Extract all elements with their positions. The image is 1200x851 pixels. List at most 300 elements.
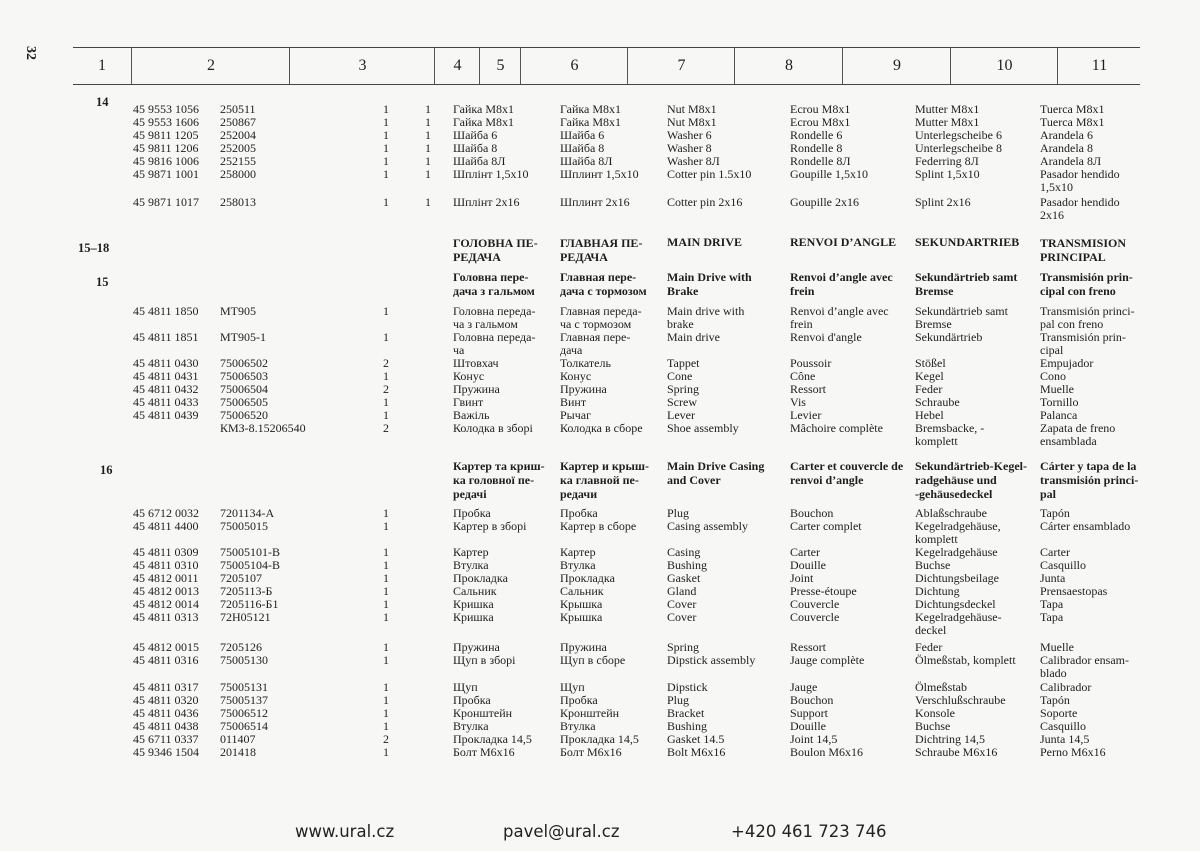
name-ukrainian-line: Шайба 8 xyxy=(453,141,498,155)
section-label: 15–18 xyxy=(78,241,110,255)
part-number-line: 45 4811 0317 xyxy=(133,680,199,694)
name-ukrainian-line: Картер xyxy=(453,545,489,559)
name-french-line: Ecrou M8x1 xyxy=(790,115,851,129)
header-col-6: 6 xyxy=(520,48,628,84)
name-spanish-line: Junta xyxy=(1040,571,1066,585)
name-german-line: Unterlegscheibe 6 xyxy=(915,128,1002,142)
name-spanish-line: Transmisión prin- xyxy=(1040,270,1133,284)
name-spanish-line: 2x16 xyxy=(1040,208,1064,222)
part-number-line: 45 4811 0310 xyxy=(133,558,199,572)
drawing-number-line: 75006520 xyxy=(220,408,268,422)
name-russian-line: Главная пере- xyxy=(560,270,637,284)
name-spanish-line: Transmisión princi- xyxy=(1040,304,1135,318)
drawing-number xyxy=(220,331,266,344)
name-ukrainian-line: ча з гальмом xyxy=(453,317,518,331)
name-spanish xyxy=(1040,520,1130,533)
name-english-line: Gland xyxy=(667,584,697,598)
name-german xyxy=(915,459,1027,501)
name-french-line: Couvercle xyxy=(790,610,840,624)
name-ukrainian-line: Шплінт 1,5x10 xyxy=(453,167,529,181)
name-russian-line: Гайка M8x1 xyxy=(560,115,622,129)
name-ukrainian-line: Сальник xyxy=(453,584,497,598)
part-number-line: 45 4811 1850 xyxy=(133,304,199,318)
name-spanish-line: transmisión princi- xyxy=(1040,473,1139,487)
name-russian-line: Толкатель xyxy=(560,356,611,370)
header-col-9: 9 xyxy=(842,48,951,84)
name-russian-line: Кронштейн xyxy=(560,706,620,720)
name-russian xyxy=(560,654,625,667)
drawing-number xyxy=(220,654,268,667)
name-russian-line: Болт M6x16 xyxy=(560,745,622,759)
part-number xyxy=(133,654,199,667)
part-number-line: 45 4811 0431 xyxy=(133,369,199,383)
name-french-line: Ressort xyxy=(790,382,826,396)
drawing-number-line: 75006514 xyxy=(220,719,268,733)
name-french-line: Carter xyxy=(790,545,820,559)
name-russian-line: Прокладка xyxy=(560,571,615,585)
name-german xyxy=(915,196,971,209)
name-english-line: Casing xyxy=(667,545,701,559)
name-ukrainian-line: Прокладка xyxy=(453,571,508,585)
name-german-line: Dichtung xyxy=(915,584,960,598)
header-col-2: 2 xyxy=(131,48,290,84)
qty-per-assembly-line: 1 xyxy=(383,653,389,667)
name-ukrainian-line: Пробка xyxy=(453,506,491,520)
name-ukrainian-line: Гвинт xyxy=(453,395,484,409)
drawing-number-line: 75006512 xyxy=(220,706,268,720)
name-german-line: radgehäuse und xyxy=(915,473,997,487)
name-french-line: frein xyxy=(790,317,813,331)
drawing-number-line: 7205113-Б xyxy=(220,584,273,598)
name-spanish-line: Casquillo xyxy=(1040,558,1087,572)
qty-per-assembly xyxy=(383,520,389,533)
name-english-line: Washer 8Л xyxy=(667,154,720,168)
name-german-line: Bremse xyxy=(915,317,952,331)
drawing-number-line: КМЗ-8.15206540 xyxy=(220,421,306,435)
name-ukrainian-line: Щуп в зборі xyxy=(453,653,516,667)
name-german-line: Verschlußschraube xyxy=(915,693,1006,707)
qty-per-unit-line: 1 xyxy=(425,167,431,181)
name-english-line: Lever xyxy=(667,408,695,422)
name-spanish xyxy=(1040,236,1126,264)
name-spanish-line: Tornillo xyxy=(1040,395,1079,409)
qty-per-assembly-line: 2 xyxy=(383,382,389,396)
name-english xyxy=(667,422,739,435)
drawing-number-line: 201418 xyxy=(220,745,256,759)
name-english-line: Plug xyxy=(667,693,690,707)
name-french xyxy=(790,196,859,209)
name-ukrainian-line: Кришка xyxy=(453,610,494,624)
name-german-line: Splint 1,5x10 xyxy=(915,167,980,181)
header-col-11: 11 xyxy=(1057,48,1141,84)
table-header xyxy=(73,47,1140,85)
name-french-line: Carter et couvercle de xyxy=(790,459,904,473)
name-english-line: Screw xyxy=(667,395,697,409)
name-ukrainian xyxy=(453,331,535,357)
drawing-number-line: 75005130 xyxy=(220,653,268,667)
name-english-line: Dipstick assembly xyxy=(667,653,756,667)
name-english-line: Gasket 14.5 xyxy=(667,732,725,746)
name-russian-line: ка главной пе- xyxy=(560,473,639,487)
qty-per-assembly-line: 1 xyxy=(383,167,389,181)
name-french-line: Rondelle 8Л xyxy=(790,154,851,168)
name-german-line: Dichtungsbeilage xyxy=(915,571,999,585)
footer-email[interactable]: pavel@ural.cz xyxy=(503,822,620,841)
name-ukrainian-line: Пробка xyxy=(453,693,491,707)
qty-per-assembly xyxy=(383,654,389,667)
drawing-number-line: 252004 xyxy=(220,128,256,142)
name-english xyxy=(667,331,720,344)
name-ukrainian xyxy=(453,746,515,759)
name-ukrainian xyxy=(453,236,538,264)
name-french-line: Douille xyxy=(790,558,826,572)
part-number-line: 45 4811 0430 xyxy=(133,356,199,370)
name-french-line: Bouchon xyxy=(790,693,834,707)
name-german-line: Federring 8Л xyxy=(915,154,979,168)
name-german-line: komplett xyxy=(915,532,958,546)
part-number-line: 45 4811 0316 xyxy=(133,653,199,667)
qty-per-unit-line: 1 xyxy=(425,141,431,155)
qty-per-assembly-line: 1 xyxy=(383,506,389,520)
part-number-line: 45 9871 1001 xyxy=(133,167,199,181)
name-ukrainian xyxy=(453,520,526,533)
name-french xyxy=(790,422,883,435)
name-german-line: Bremsbacke, - xyxy=(915,421,985,435)
name-russian xyxy=(560,331,630,357)
name-german-line: Buchse xyxy=(915,558,951,572)
name-russian-line: Втулка xyxy=(560,558,596,572)
part-number-line: 45 9553 1606 xyxy=(133,115,199,129)
part-number-line: 45 9346 1504 xyxy=(133,745,199,759)
name-english-line: Main Drive with xyxy=(667,270,752,284)
name-russian-line: Винт xyxy=(560,395,587,409)
name-russian-line: дача с тормозом xyxy=(560,284,647,298)
name-spanish-line: Arandela 8Л xyxy=(1040,154,1102,168)
name-english xyxy=(667,520,748,533)
name-spanish-line: Arandela 6 xyxy=(1040,128,1093,142)
drawing-number-line: 258000 xyxy=(220,167,256,181)
name-german-line: deckel xyxy=(915,623,947,637)
name-spanish-line: Cono xyxy=(1040,369,1067,383)
name-french-line: Jauge complète xyxy=(790,653,865,667)
name-russian xyxy=(560,746,622,759)
name-russian-line: Рычаг xyxy=(560,408,592,422)
name-spanish xyxy=(1040,196,1120,222)
name-english-line: Main drive with xyxy=(667,304,745,318)
qty-per-assembly xyxy=(383,196,389,209)
name-spanish-line: Pasador hendido xyxy=(1040,195,1120,209)
section-label: 14 xyxy=(96,95,109,109)
name-english-line: Bracket xyxy=(667,706,705,720)
name-spanish-line: Muelle xyxy=(1040,382,1074,396)
name-ukrainian-line: Картер та криш- xyxy=(453,459,545,473)
header-col-10: 10 xyxy=(950,48,1058,84)
qty-per-unit-line: 1 xyxy=(425,195,431,209)
name-english-line: Cone xyxy=(667,369,693,383)
name-english-line: Gasket xyxy=(667,571,701,585)
name-german-line: Splint 2x16 xyxy=(915,195,971,209)
part-number-line: 45 4811 0436 xyxy=(133,706,199,720)
name-ukrainian-line: Колодка в зборі xyxy=(453,421,533,435)
name-spanish-line: Pasador hendido xyxy=(1040,167,1120,181)
name-german xyxy=(915,270,1017,298)
name-english-line: brake xyxy=(667,317,694,331)
name-english xyxy=(667,459,764,487)
name-russian-line: дача xyxy=(560,343,583,357)
name-german xyxy=(915,611,1002,637)
name-french-line: Poussoir xyxy=(790,356,832,370)
qty-per-assembly-line: 1 xyxy=(383,408,389,422)
name-french-line: Bouchon xyxy=(790,506,834,520)
qty-per-assembly-line: 1 xyxy=(383,304,389,318)
name-ukrainian-line: дача з гальмом xyxy=(453,284,535,298)
drawing-number-line: 7201134-A xyxy=(220,506,275,520)
drawing-number-line: 72H05121 xyxy=(220,610,271,624)
name-english-line: Cover xyxy=(667,597,697,611)
name-german-line: Stößel xyxy=(915,356,946,370)
name-english xyxy=(667,654,755,667)
name-ukrainian-line: Болт M6x16 xyxy=(453,745,515,759)
drawing-number-line: 75006502 xyxy=(220,356,268,370)
footer-website[interactable]: www.ural.cz xyxy=(295,822,395,841)
qty-per-assembly-line: 1 xyxy=(383,706,389,720)
qty-per-assembly-line: 2 xyxy=(383,732,389,746)
name-english-line: Tappet xyxy=(667,356,700,370)
name-french-line: Couvercle xyxy=(790,597,840,611)
name-russian-line: Щуп в сборе xyxy=(560,653,626,667)
name-german-line: Ölmeßstab, komplett xyxy=(915,653,1016,667)
name-russian-line: Гайка M8x1 xyxy=(560,102,622,116)
name-english-line: Cotter pin 2x16 xyxy=(667,195,743,209)
name-english xyxy=(667,746,725,759)
drawing-number-line: 75006505 xyxy=(220,395,268,409)
name-russian-line: ГЛАВНАЯ ПЕ- xyxy=(560,236,643,250)
name-spanish-line: blado xyxy=(1040,666,1067,680)
name-ukrainian-line: Картер в зборі xyxy=(453,519,527,533)
drawing-number-line: 75005137 xyxy=(220,693,268,707)
name-english xyxy=(667,611,696,624)
name-russian-line: Шайба 6 xyxy=(560,128,605,142)
name-russian-line: РЕДАЧА xyxy=(560,250,608,264)
name-german-line: komplett xyxy=(915,434,958,448)
part-number-line: 45 9811 1205 xyxy=(133,128,199,142)
qty-per-assembly-line: 1 xyxy=(383,545,389,559)
name-german-line: Feder xyxy=(915,382,943,396)
part-number-line: 45 9816 1006 xyxy=(133,154,199,168)
qty-per-assembly xyxy=(383,422,389,435)
qty-per-assembly xyxy=(383,305,389,318)
name-ukrainian xyxy=(453,168,529,181)
name-spanish-line: Transmisión prin- xyxy=(1040,330,1126,344)
qty-per-assembly-line: 2 xyxy=(383,421,389,435)
name-french xyxy=(790,654,864,667)
name-ukrainian-line: Головна переда- xyxy=(453,304,536,318)
name-english-line: Cotter pin 1.5x10 xyxy=(667,167,752,181)
name-french-line: Rondelle 6 xyxy=(790,128,843,142)
drawing-number-line: 250511 xyxy=(220,102,256,116)
part-number-line: 45 4812 0011 xyxy=(133,571,199,585)
name-ukrainian-line: Головна переда- xyxy=(453,330,536,344)
name-english xyxy=(667,196,742,209)
qty-per-assembly-line: 1 xyxy=(383,519,389,533)
name-german-line: Bremse xyxy=(915,284,954,298)
name-ukrainian-line: Прокладка 14,5 xyxy=(453,732,532,746)
name-english-line: Nut M8x1 xyxy=(667,115,717,129)
part-number-line: 45 6712 0032 xyxy=(133,506,199,520)
name-german xyxy=(915,305,1008,331)
name-spanish-line: Tapón xyxy=(1040,506,1070,520)
name-russian-line: Пробка xyxy=(560,506,598,520)
name-spanish-line: Tapón xyxy=(1040,693,1070,707)
qty-per-assembly-line: 1 xyxy=(383,640,389,654)
drawing-number xyxy=(220,746,256,759)
name-german-line: Kegelradgehäuse xyxy=(915,545,998,559)
name-spanish-line: ensamblada xyxy=(1040,434,1097,448)
name-russian-line: Пробка xyxy=(560,693,598,707)
name-french-line: Support xyxy=(790,706,829,720)
qty-per-unit xyxy=(425,196,431,209)
drawing-number-line: MT905-1 xyxy=(220,330,266,344)
name-ukrainian xyxy=(453,459,545,501)
name-french-line: Rondelle 8 xyxy=(790,141,843,155)
name-french xyxy=(790,611,839,624)
name-spanish-line: Perno M6x16 xyxy=(1040,745,1106,759)
name-russian xyxy=(560,305,642,331)
qty-per-assembly-line: 1 xyxy=(383,128,389,142)
header-col-7: 7 xyxy=(627,48,735,84)
name-ukrainian xyxy=(453,654,516,667)
header-col-5: 5 xyxy=(479,48,521,84)
name-spanish-line: Zapata de freno xyxy=(1040,421,1116,435)
name-english-line: Cover xyxy=(667,610,697,624)
qty-per-assembly-line: 1 xyxy=(383,610,389,624)
name-german-line: Dichtungsdeckel xyxy=(915,597,996,611)
name-russian-line: Картер xyxy=(560,545,596,559)
name-german-line: -gehäusedeckel xyxy=(915,487,993,501)
name-german-line: Kegelradgehäuse- xyxy=(915,610,1002,624)
name-english xyxy=(667,270,752,298)
qty-per-assembly xyxy=(383,746,389,759)
name-french-line: Cône xyxy=(790,369,816,383)
name-german xyxy=(915,654,1016,667)
name-english-line: Bolt M6x16 xyxy=(667,745,726,759)
header-col-3: 3 xyxy=(289,48,435,84)
name-english-line: MAIN DRIVE xyxy=(667,235,742,249)
name-spanish-line: pal xyxy=(1040,487,1057,501)
name-spanish xyxy=(1040,305,1135,331)
name-russian-line: ча с тормозом xyxy=(560,317,632,331)
name-english-line: Brake xyxy=(667,284,699,298)
name-spanish-line: Empujador xyxy=(1040,356,1094,370)
qty-per-assembly-line: 1 xyxy=(383,680,389,694)
name-russian-line: Колодка в сборе xyxy=(560,421,643,435)
name-german-line: Schraube M6x16 xyxy=(915,745,998,759)
name-french-line: Presse-étoupe xyxy=(790,584,857,598)
part-number-line: 45 4811 0438 xyxy=(133,719,199,733)
name-ukrainian-line: Кронштейн xyxy=(453,706,513,720)
name-russian xyxy=(560,520,636,533)
name-russian-line: Главная пере- xyxy=(560,330,631,344)
drawing-number-line: 75005104-B xyxy=(220,558,280,572)
name-russian-line: Втулка xyxy=(560,719,596,733)
name-russian-line: Крышка xyxy=(560,597,603,611)
name-english-line: Spring xyxy=(667,640,700,654)
name-russian xyxy=(560,459,649,501)
name-ukrainian xyxy=(453,305,535,331)
header-col-8: 8 xyxy=(734,48,843,84)
name-french-line: frein xyxy=(790,284,815,298)
name-french-line: Jauge xyxy=(790,680,818,694)
name-spanish-line: Tuerca M8x1 xyxy=(1040,102,1105,116)
name-ukrainian-line: ка головної пе- xyxy=(453,473,535,487)
qty-per-assembly xyxy=(383,331,389,344)
name-spanish-line: TRANSMISION xyxy=(1040,236,1127,250)
drawing-number-line: 252155 xyxy=(220,154,256,168)
header-col-1: 1 xyxy=(98,57,106,74)
name-english xyxy=(667,168,751,181)
name-french-line: Renvoi d'angle xyxy=(790,330,862,344)
drawing-number-line: 7205116-Б1 xyxy=(220,597,279,611)
name-russian-line: Шайба 8 xyxy=(560,141,605,155)
name-german-line: Kegelradgehäuse, xyxy=(915,519,1001,533)
qty-per-assembly-line: 1 xyxy=(383,141,389,155)
name-russian-line: Картер в сборе xyxy=(560,519,637,533)
name-german xyxy=(915,331,982,344)
name-french-line: Renvoi d’angle avec xyxy=(790,304,889,318)
name-ukrainian-line: Гайка M8x1 xyxy=(453,115,515,129)
name-german-line: Konsole xyxy=(915,706,955,720)
part-number-line: 45 9871 1017 xyxy=(133,195,199,209)
name-english-line: Nut M8x1 xyxy=(667,102,717,116)
name-spanish xyxy=(1040,422,1115,448)
name-french-line: Ecrou M8x1 xyxy=(790,102,851,116)
name-ukrainian-line: Кришка xyxy=(453,597,494,611)
part-number-line: 45 4811 0313 xyxy=(133,610,199,624)
name-english-line: Main Drive Casing xyxy=(667,459,765,473)
name-french-line: Douille xyxy=(790,719,826,733)
name-russian-line: Сальник xyxy=(560,584,604,598)
part-number-line: 45 4811 4400 xyxy=(133,519,199,533)
name-ukrainian-line: Конус xyxy=(453,369,485,383)
part-number-line: 45 4811 0432 xyxy=(133,382,199,396)
name-ukrainian xyxy=(453,422,533,435)
page-number: 32 xyxy=(23,46,38,60)
name-ukrainian-line: Гайка M8x1 xyxy=(453,102,515,116)
name-ukrainian-line: РЕДАЧА xyxy=(453,250,501,264)
name-russian xyxy=(560,196,630,209)
name-french xyxy=(790,746,863,759)
name-german-line: Sekundärtrieb samt xyxy=(915,270,1018,284)
section-label: 16 xyxy=(100,463,113,477)
name-spanish-line: Tapa xyxy=(1040,610,1064,624)
name-french xyxy=(790,270,893,298)
name-spanish-line: Tuerca M8x1 xyxy=(1040,115,1105,129)
qty-per-assembly-line: 1 xyxy=(383,745,389,759)
name-english-line: Spring xyxy=(667,382,700,396)
qty-per-assembly-line: 1 xyxy=(383,558,389,572)
qty-per-assembly-line: 1 xyxy=(383,154,389,168)
qty-per-assembly-line: 1 xyxy=(383,330,389,344)
part-number-line: 45 4812 0014 xyxy=(133,597,199,611)
part-number-line: 45 6711 0337 xyxy=(133,732,199,746)
name-spanish-line: Soporte xyxy=(1040,706,1078,720)
name-ukrainian-line: ча xyxy=(453,343,465,357)
part-number xyxy=(133,611,199,624)
name-russian-line: Прокладка 14,5 xyxy=(560,732,639,746)
drawing-number-line: MT905 xyxy=(220,304,256,318)
drawing-number-line: 252005 xyxy=(220,141,256,155)
name-german xyxy=(915,422,984,448)
